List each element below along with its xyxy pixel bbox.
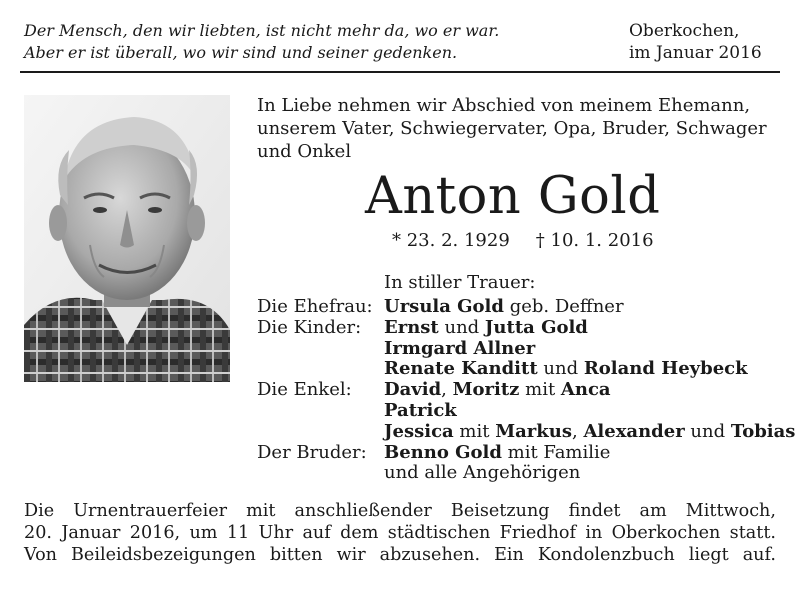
family-relation-label: Die Enkel: bbox=[257, 379, 352, 401]
member-name: David bbox=[384, 379, 442, 401]
connector-text: geb. Deffner bbox=[503, 296, 624, 317]
family-row bbox=[257, 359, 795, 380]
birth-date: * 23. 2. 1929 bbox=[392, 230, 510, 251]
portrait-photo bbox=[24, 95, 230, 382]
family-relation-label bbox=[257, 339, 384, 360]
family-relation-label: Die Ehefrau: bbox=[257, 296, 373, 317]
date: im Januar 2016 bbox=[629, 43, 762, 63]
family-relation-label bbox=[257, 463, 384, 484]
family-row bbox=[257, 380, 795, 401]
member-name: Benno Gold bbox=[384, 441, 502, 463]
intro-line: unserem Vater, Schwiegervater, Opa, Bruder, Schwager bbox=[257, 118, 767, 139]
family-relation-label bbox=[257, 422, 384, 443]
family-relation-label: Der Bruder: bbox=[257, 441, 367, 463]
life-dates bbox=[392, 230, 654, 252]
family-relation-label bbox=[257, 401, 384, 422]
member-name: Jutta Gold bbox=[484, 316, 588, 338]
family-row bbox=[257, 463, 795, 484]
family-row bbox=[257, 401, 795, 422]
family-row bbox=[257, 443, 795, 464]
closing-line: Die Urnentrauerfeier mit anschließender Beisetzung findet am Mittwoch, bbox=[24, 501, 776, 521]
intro-text bbox=[257, 94, 767, 163]
deceased-name: Anton Gold bbox=[365, 167, 661, 226]
family-members bbox=[384, 359, 748, 380]
family-members bbox=[384, 339, 535, 360]
member-name: Markus bbox=[495, 420, 572, 442]
family-members bbox=[384, 422, 795, 443]
family-row bbox=[257, 339, 795, 360]
family-row bbox=[257, 297, 795, 318]
member-name: Irmgard Allner bbox=[384, 337, 536, 359]
family-members bbox=[384, 443, 610, 464]
member-name: Ursula Gold bbox=[384, 296, 504, 317]
family-members bbox=[384, 380, 611, 401]
connector-text: , bbox=[441, 379, 453, 401]
family-members bbox=[384, 318, 588, 339]
member-name: Alexander bbox=[583, 420, 685, 442]
connector-text: und bbox=[438, 316, 485, 338]
member-name: Moritz bbox=[452, 379, 520, 401]
closing-line: 20. Januar 2016, um 11 Uhr auf dem städtischen Friedhof in Oberkochen statt. bbox=[24, 523, 776, 543]
member-name: Tobias bbox=[730, 420, 796, 442]
mourning-heading: In stiller Trauer: bbox=[384, 272, 536, 293]
connector-text: mit Familie bbox=[501, 441, 611, 463]
divider bbox=[20, 71, 780, 73]
family-row bbox=[257, 422, 795, 443]
connector-text: mit bbox=[519, 379, 561, 401]
intro-line: In Liebe nehmen wir Abschied von meinem Ehemann, bbox=[257, 95, 751, 116]
portrait-image bbox=[24, 95, 230, 382]
place: Oberkochen, bbox=[629, 21, 740, 41]
family-members bbox=[384, 297, 624, 318]
member-name: Renate Kanditt bbox=[384, 358, 538, 380]
death-date: † 10. 1. 2016 bbox=[535, 230, 654, 251]
family-list bbox=[257, 297, 795, 484]
member-name: Ernst bbox=[384, 316, 439, 338]
family-members bbox=[384, 401, 457, 422]
member-name: Roland Heybeck bbox=[583, 358, 748, 380]
family-relation-label bbox=[257, 359, 384, 380]
connector-text: und bbox=[537, 358, 584, 380]
connector-text: und alle Angehörigen bbox=[384, 462, 581, 484]
connector-text: mit bbox=[453, 420, 496, 442]
connector-text: und bbox=[684, 420, 731, 442]
member-name: Patrick bbox=[384, 399, 457, 421]
place-date bbox=[629, 20, 762, 64]
family-row bbox=[257, 318, 795, 339]
closing-text bbox=[24, 500, 776, 566]
closing-line: Von Beileidsbezeigungen bitten wir abzusehen. Ein Kondolenzbuch liegt auf. bbox=[24, 545, 776, 565]
member-name: Anca bbox=[560, 379, 611, 401]
member-name: Jessica bbox=[384, 420, 454, 442]
connector-text: , bbox=[571, 420, 584, 442]
memorial-quote bbox=[24, 20, 499, 64]
quote-line: Der Mensch, den wir liebten, ist nicht mehr da, wo er war. bbox=[24, 21, 500, 40]
intro-line: und Onkel bbox=[257, 141, 352, 162]
quote-line: Aber er ist überall, wo wir sind und seiner gedenken. bbox=[24, 43, 458, 62]
family-relation-label: Die Kinder: bbox=[257, 316, 362, 338]
family-members bbox=[384, 463, 580, 484]
